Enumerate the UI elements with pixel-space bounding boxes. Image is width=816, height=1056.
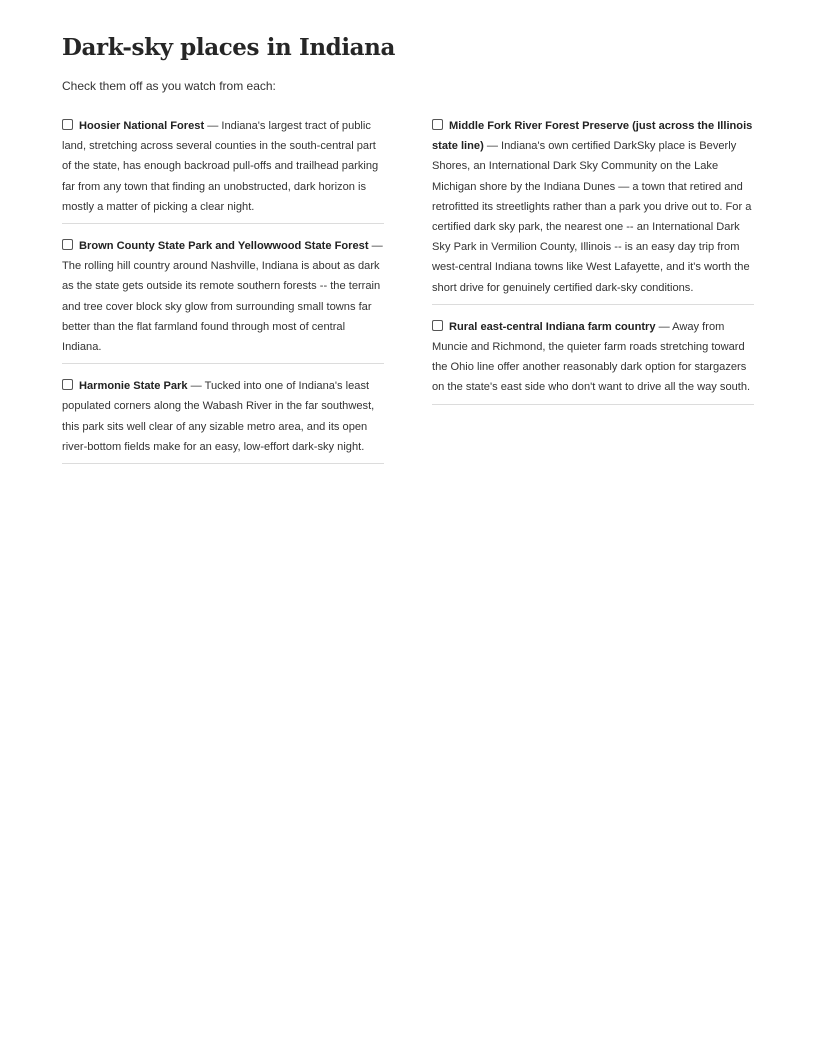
list-item [432, 313, 754, 405]
place-description: — Away from Muncie and Richmond, the quieter farm roads stretching toward the Ohio line offer another reasonably dark option for stargazers on the state's east side who don't want to drive all the way south. [432, 320, 751, 394]
place-description: — Tucked into one of Indiana's least populated corners along the Wabash River in the far southwest, this park sits well clear of any sizable metro area, and its open river-bottom fields make for an easy, low-effort dark-sky night. [62, 380, 375, 453]
checkbox[interactable] [432, 119, 443, 130]
page-subtitle: Check them off as you watch from each: [62, 79, 276, 93]
list-item [432, 114, 754, 305]
checkbox[interactable] [62, 379, 73, 390]
place-name: Middle Fork River Forest Preserve (just across the Illinois state line) [432, 120, 753, 153]
place-description: — Indiana's own certified DarkSky place is Beverly Shores, an International Dark Sky Community on the Lake Michigan shore by the Indiana Dunes — a town that retired and retrofitted its streetlights rather than a park you drive out to. For a certified dark sky park, the nearest one -- an International Dark Sky Park in Vermilion County, Illinois -- is an easy day trip from west-central Indiana towns like West Lafayette, and it's worth the short drive for genuinely certified dark-sky conditions. [432, 140, 752, 294]
checklist-page [62, 30, 754, 472]
place-name: Harmonie State Park [79, 380, 188, 393]
checklist-columns [62, 114, 754, 472]
left-column [62, 114, 384, 472]
place-description: — The rolling hill country around Nashville, Indiana is about as dark as the state gets outside its remote southern forests -- the terrain and tree cover block sky glow from surrounding small towns far better than the flat farmland found through most of central Indiana. [62, 240, 383, 354]
place-name: Brown County State Park and Yellowwood State Forest [79, 240, 369, 253]
list-item [62, 372, 384, 464]
place-description: — Indiana's largest tract of public land, stretching across several counties in the south-central part of the state, has enough backroad pull-offs and trailhead parking far from any town that finding an unobstructed, dark horizon is mostly a matter of picking a clear night. [62, 120, 379, 213]
place-name: Hoosier National Forest [79, 120, 205, 132]
right-column [432, 114, 754, 472]
checkbox[interactable] [62, 239, 73, 250]
checkbox[interactable] [432, 320, 443, 331]
place-name: Rural east-central Indiana farm country [449, 320, 656, 333]
list-item [62, 114, 384, 224]
checkbox[interactable] [62, 119, 73, 130]
page-title: Dark-sky places in Indiana [62, 34, 395, 61]
list-item [62, 232, 384, 364]
